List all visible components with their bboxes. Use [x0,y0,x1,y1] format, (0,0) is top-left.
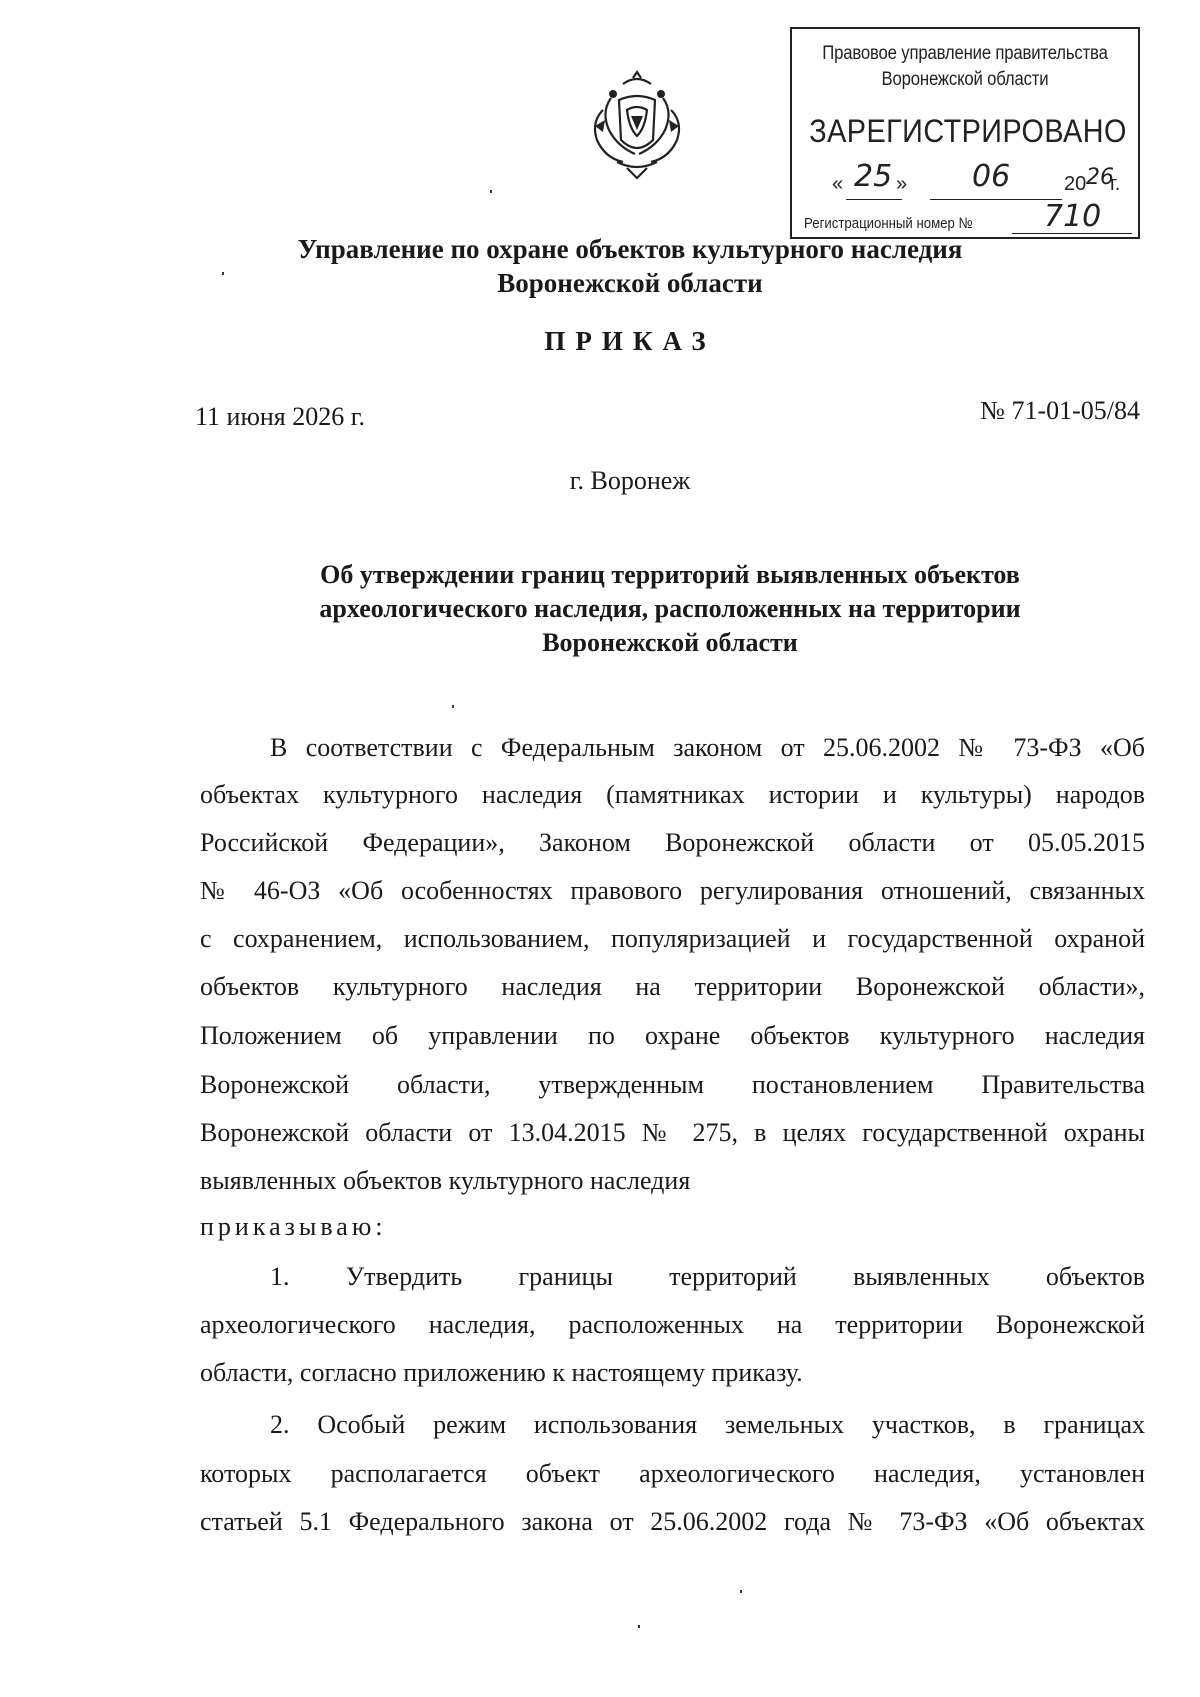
body-line: Воронежской области от 13.04.2015 № 275, в целях государственной охраны [200,1118,1145,1147]
body-line: 2. Особый режим использования земельных участков, в границах [270,1410,1145,1439]
body-line: статьей 5.1 Федерального закона от 25.06.2002 года № 73-ФЗ «Об объектах [200,1507,1145,1536]
stamp-handwritten-reg-number: 710 [1044,199,1102,234]
stamp-handwritten-day: 25 [854,159,893,194]
scan-speck [740,1590,742,1593]
stamp-year-prefix: 20 [1064,173,1087,195]
scan-speck [638,1625,640,1628]
stamp-reg-number-row [804,199,1134,235]
body-line: области, согласно приложению к настоящему приказу. [200,1358,803,1387]
stamp-reg-number-label: Регистрационный номер № [804,215,973,232]
scan-speck [452,705,454,708]
stamp-registered-label: ЗАРЕГИСТРИРОВАНО [809,113,1127,149]
body-line: 1. Утвердить границы территорий выявленных объектов [270,1262,1145,1291]
body-line: объектов культурного наследия на территории Воронежской области», [200,972,1145,1001]
body-line: Российской Федерации», Законом Воронежской области от 05.05.2015 [200,828,1145,857]
subject-line3: Воронежской области [542,628,798,657]
body-line: с сохранением, использованием, популяризацией и государственной охраной [200,924,1145,953]
stamp-org-line2: Воронежской области [881,69,1049,90]
body-line: археологического наследия, расположенных на территории Воронежской [200,1310,1145,1339]
body-line: Положением об управлении по охране объектов культурного наследия [200,1021,1145,1050]
stamp-org-line1: Правовое управление правительства [822,43,1108,64]
stamp-year-suffix: г. [1110,173,1121,195]
body-line: № 46-ОЗ «Об особенностях правового регулирования отношений, связанных [200,876,1145,905]
body-line: Воронежской области, утвержденным постановлением Правительства [200,1070,1145,1099]
org-name-line2: Воронежской области [497,268,763,298]
document-type-title: ПРИКАЗ [544,326,716,356]
coat-of-arms-emblem [583,70,691,180]
scan-speck [222,272,224,275]
registration-stamp [790,27,1140,239]
body-line: выявленных объектов культурного наследия [200,1166,691,1195]
stamp-handwritten-year: 26 [1086,165,1114,190]
stamp-quote-close: » [896,173,908,195]
subject-line1: Об утверждении границ территорий выявленных объектов [320,560,1020,589]
scan-speck [490,190,492,193]
body-line-prikazyvayu: приказываю: [200,1212,387,1241]
body-line: которых располагается объект археологического наследия, установлен [200,1459,1145,1488]
body-line: В соответствии с Федеральным законом от 25.06.2002 № 73-ФЗ «Об [270,733,1145,762]
document-date: 11 июня 2026 г. [195,402,365,431]
stamp-quote-open: « [832,173,844,195]
document-city: г. Воронеж [569,466,691,495]
stamp-date [832,157,1132,201]
body-line: объектах культурного наследия (памятниках истории и культуры) народов [200,780,1145,809]
stamp-handwritten-month: 06 [972,159,1011,194]
org-name-line1: Управление по охране объектов культурного наследия [297,234,963,264]
subject-line2: археологического наследия, расположенных на территории [319,594,1021,623]
document-number: № 71-01-05/84 [980,396,1140,425]
